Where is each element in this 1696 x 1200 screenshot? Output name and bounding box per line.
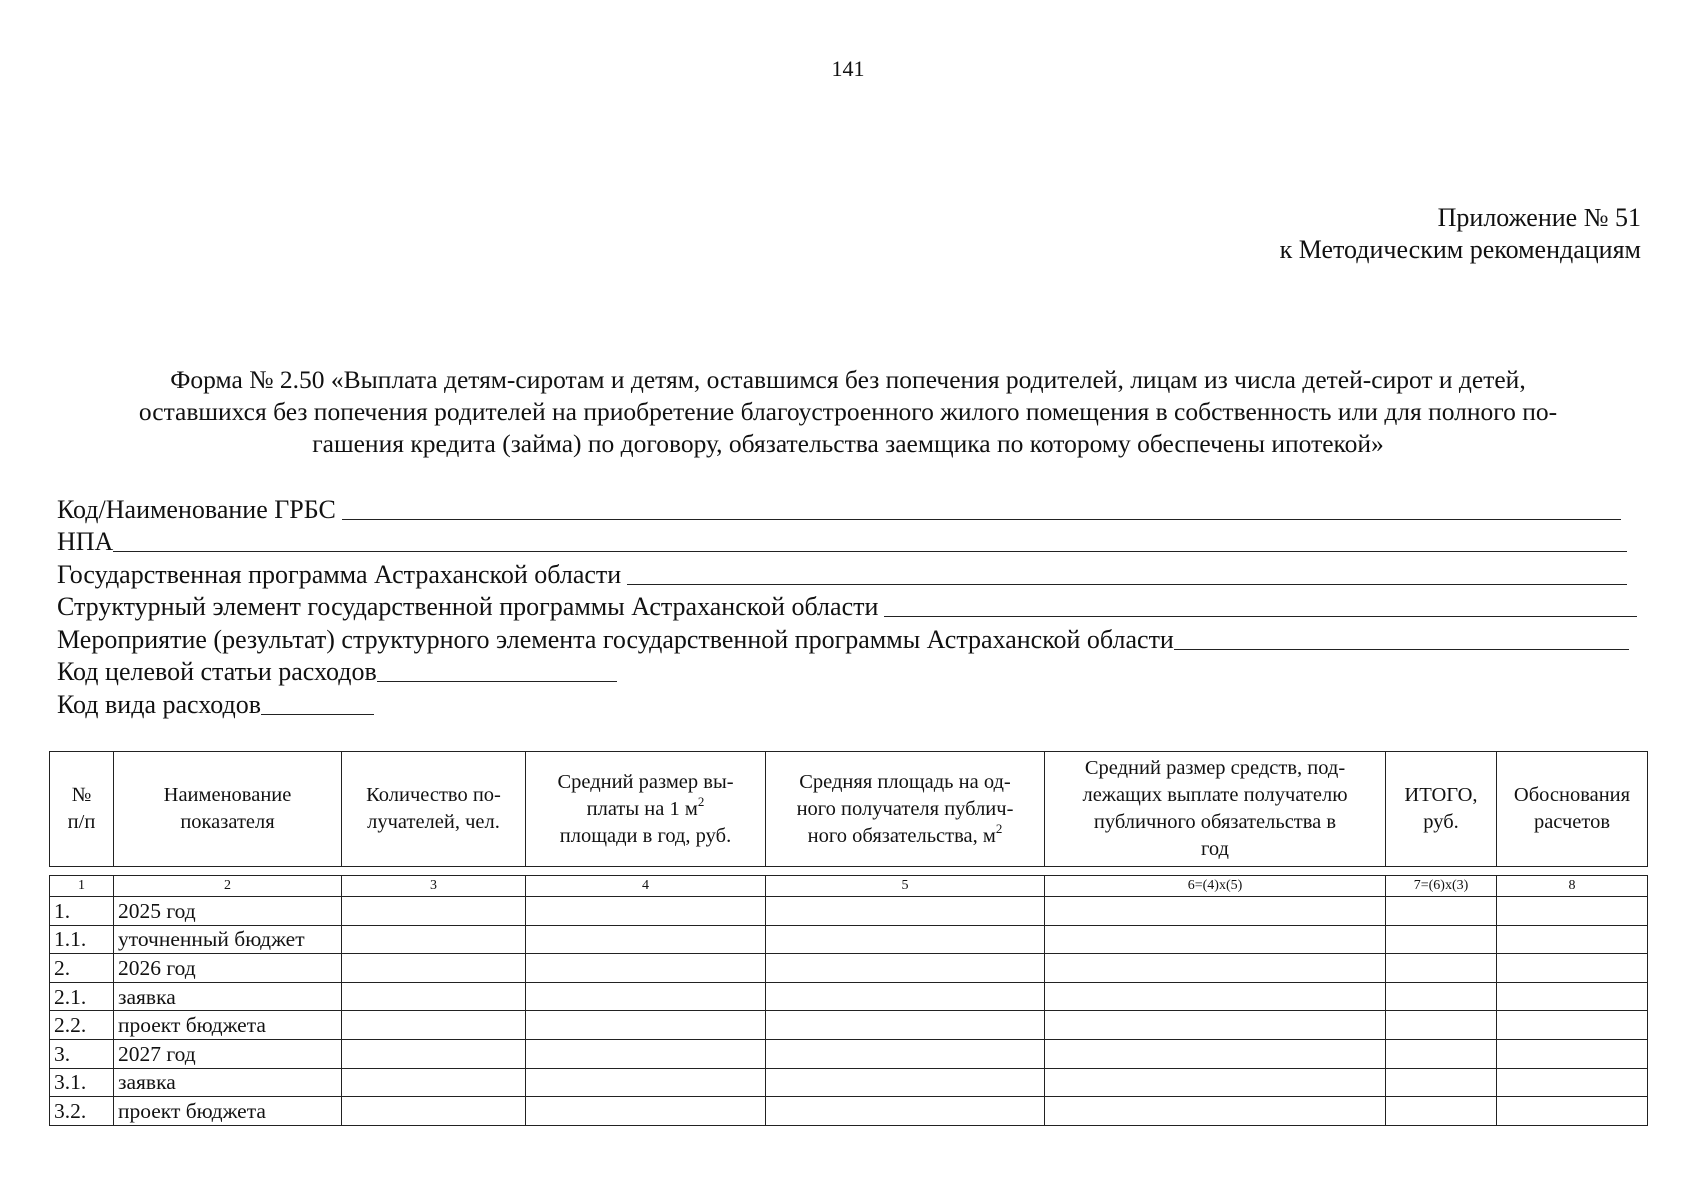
cell-avg-area[interactable]: [766, 1039, 1045, 1068]
cell-avg-area[interactable]: [766, 1097, 1045, 1126]
row-name: 2025 год: [114, 897, 342, 926]
form-title-line-1: Форма № 2.50 «Выплата детям-сиротам и детям, оставшимся без попечения родителей, лицам из числа детей-сирот и детей,: [170, 365, 1526, 394]
cell-justification[interactable]: [1497, 897, 1648, 926]
row-name: заявка: [114, 1068, 342, 1097]
calculation-table: [49, 751, 1648, 1126]
header-number-line-2: п/п: [67, 811, 96, 833]
table-gap-cell: [50, 867, 1648, 876]
field-structural-element: [57, 591, 1639, 624]
row-name: 2027 год: [114, 1039, 342, 1068]
row-name: 2026 год: [114, 954, 342, 983]
row-number: 2.1.: [50, 982, 114, 1011]
field-grbs: [57, 493, 1639, 526]
row-name: уточненный бюджет: [114, 925, 342, 954]
cell-total[interactable]: [1386, 1039, 1497, 1068]
field-npa-blank[interactable]: [113, 527, 1627, 552]
appendix-line-1: Приложение № 51: [1437, 203, 1641, 232]
table-gap-row: [50, 867, 1648, 876]
cell-avg-area[interactable]: [766, 897, 1045, 926]
header-avg-area-line-2: ного получателя публич-: [796, 797, 1014, 820]
header-indicator-line-1: Наименование: [163, 784, 292, 806]
cell-total[interactable]: [1386, 897, 1497, 926]
table-row: [50, 982, 1648, 1011]
cell-avg-funds[interactable]: [1045, 925, 1386, 954]
header-recipients-line-2: лучателей, чел.: [367, 811, 500, 833]
table-row: [50, 1097, 1648, 1126]
appendix-reference: [1280, 202, 1641, 266]
field-event: [57, 623, 1639, 656]
cell-recipients[interactable]: [342, 897, 526, 926]
form-fields: [57, 493, 1639, 721]
row-number: 3.1.: [50, 1068, 114, 1097]
row-name: заявка: [114, 982, 342, 1011]
column-number-6: 6=(4)х(5): [1045, 876, 1386, 897]
column-number-5: 5: [766, 876, 1045, 897]
cell-justification[interactable]: [1497, 954, 1648, 983]
cell-total[interactable]: [1386, 1097, 1497, 1126]
form-title-line-2: оставшихся без попечения родителей на приобретение благоустроенного жилого помещения в собственность или для полного по-: [138, 397, 1558, 426]
field-grbs-label: Код/Наименование ГРБС: [57, 494, 336, 524]
row-name: проект бюджета: [114, 1011, 342, 1040]
table-header-row: [50, 752, 1648, 867]
header-avg-funds-line-3: публичного обязательства в: [1093, 811, 1337, 833]
row-name: проект бюджета: [114, 1097, 342, 1126]
cell-avg-payment[interactable]: [526, 1068, 766, 1097]
column-number-row: [50, 876, 1648, 897]
header-indicator-line-2: показателя: [180, 811, 275, 833]
table-row: [50, 1068, 1648, 1097]
field-target-code: [57, 656, 1639, 689]
header-number-line-1: №: [71, 784, 92, 806]
column-number-1: 1: [50, 876, 114, 897]
cell-recipients[interactable]: [342, 1011, 526, 1040]
cell-avg-funds[interactable]: [1045, 1068, 1386, 1097]
row-number: 2.2.: [50, 1011, 114, 1040]
cell-avg-payment[interactable]: [526, 1097, 766, 1126]
cell-total[interactable]: [1386, 1068, 1497, 1097]
cell-avg-payment[interactable]: [526, 954, 766, 983]
cell-avg-area[interactable]: [766, 954, 1045, 983]
header-avg-area-superscript: 2: [995, 820, 1003, 836]
cell-justification[interactable]: [1497, 925, 1648, 954]
header-avg-funds-line-2: лежащих выплате получателю: [1082, 784, 1348, 806]
cell-recipients[interactable]: [342, 982, 526, 1011]
field-structural-element-label: Структурный элемент государственной программы Астраханской области: [57, 592, 879, 621]
cell-avg-area[interactable]: [766, 925, 1045, 954]
field-target-code-blank[interactable]: [377, 657, 617, 682]
field-event-label: Мероприятие (результат) структурного элемента государственной программы Астраханской области: [57, 624, 1174, 654]
table-row: [50, 1039, 1648, 1068]
table-row: [50, 925, 1648, 954]
cell-recipients[interactable]: [342, 954, 526, 983]
cell-total[interactable]: [1386, 954, 1497, 983]
header-total: [1386, 752, 1497, 867]
header-avg-payment-superscript: 2: [697, 793, 705, 809]
cell-avg-area[interactable]: [766, 1011, 1045, 1040]
header-total-line-1: ИТОГО,: [1404, 784, 1478, 806]
cell-justification[interactable]: [1497, 982, 1648, 1011]
header-justification-line-1: Обоснования: [1513, 784, 1631, 806]
row-number: 1.: [50, 897, 114, 926]
cell-justification[interactable]: [1497, 1097, 1648, 1126]
field-event-blank[interactable]: [1174, 625, 1629, 650]
header-indicator-name: [114, 752, 342, 867]
header-avg-funds-line-1: Средний размер средств, под-: [1084, 757, 1346, 779]
cell-avg-area[interactable]: [766, 982, 1045, 1011]
header-avg-payment-line-1: Средний размер вы-: [557, 770, 734, 793]
header-avg-payment-line-2: платы на 1 м: [586, 797, 698, 820]
form-title-line-3: гашения кредита (займа) по договору, обязательства заемщика по которому обеспечены ипотекой»: [312, 429, 1384, 458]
table-row: [50, 954, 1648, 983]
header-justification-line-2: расчетов: [1533, 811, 1611, 833]
field-target-code-label: Код целевой статьи расходов: [57, 657, 377, 686]
table-row: [50, 1011, 1648, 1040]
row-number: 3.2.: [50, 1097, 114, 1126]
field-program: [57, 558, 1639, 591]
field-program-label: Государственная программа Астраханской области: [57, 559, 622, 589]
row-number: 2.: [50, 954, 114, 983]
header-recipients-line-1: Количество по-: [366, 784, 501, 806]
field-expense-type-code-label: Код вида расходов: [57, 689, 261, 719]
cell-avg-funds[interactable]: [1045, 982, 1386, 1011]
field-grbs-blank[interactable]: [342, 495, 1621, 520]
field-structural-element-blank[interactable]: [884, 592, 1637, 617]
header-total-line-2: руб.: [1423, 811, 1459, 833]
field-npa-label: НПА: [57, 527, 114, 556]
cell-avg-funds[interactable]: [1045, 897, 1386, 926]
cell-justification[interactable]: [1497, 1039, 1648, 1068]
cell-justification[interactable]: [1497, 1068, 1648, 1097]
header-recipients-count: [342, 752, 526, 867]
page-number: 141: [831, 56, 865, 81]
cell-recipients[interactable]: [342, 1039, 526, 1068]
cell-avg-funds[interactable]: [1045, 954, 1386, 983]
header-avg-funds: [1045, 752, 1386, 867]
field-expense-type-code-blank[interactable]: [261, 690, 374, 715]
header-avg-funds-line-4: год: [1201, 838, 1229, 860]
column-number-3: 3: [342, 876, 526, 897]
cell-avg-payment[interactable]: [526, 897, 766, 926]
form-title: [55, 364, 1641, 460]
header-justification: [1497, 752, 1648, 867]
header-avg-area: [766, 752, 1045, 867]
cell-avg-payment[interactable]: [526, 982, 766, 1011]
appendix-line-2: к Методическим рекомендациям: [1279, 235, 1641, 264]
cell-recipients[interactable]: [342, 925, 526, 954]
header-avg-payment-per-m2: [526, 752, 766, 867]
header-avg-payment-line-3: площади в год, руб.: [559, 824, 732, 847]
cell-avg-payment[interactable]: [526, 1011, 766, 1040]
cell-total[interactable]: [1386, 982, 1497, 1011]
cell-avg-area[interactable]: [766, 1068, 1045, 1097]
cell-avg-funds[interactable]: [1045, 1011, 1386, 1040]
header-avg-area-line-3: ного обязательства, м: [807, 824, 996, 847]
column-number-4: 4: [526, 876, 766, 897]
column-number-7: 7=(6)х(3): [1386, 876, 1497, 897]
column-number-8: 8: [1497, 876, 1648, 897]
row-number: 3.: [50, 1039, 114, 1068]
header-avg-area-line-1: Средняя площадь на од-: [799, 770, 1011, 793]
cell-avg-funds[interactable]: [1045, 1039, 1386, 1068]
field-program-blank[interactable]: [627, 560, 1627, 585]
cell-recipients[interactable]: [342, 1068, 526, 1097]
field-npa: [57, 526, 1639, 559]
field-expense-type-code: [57, 688, 1639, 721]
cell-total[interactable]: [1386, 1011, 1497, 1040]
header-number: [50, 752, 114, 867]
cell-avg-payment[interactable]: [526, 1039, 766, 1068]
cell-total[interactable]: [1386, 925, 1497, 954]
table-row: [50, 897, 1648, 926]
cell-justification[interactable]: [1497, 1011, 1648, 1040]
column-number-2: 2: [114, 876, 342, 897]
cell-avg-payment[interactable]: [526, 925, 766, 954]
cell-recipients[interactable]: [342, 1097, 526, 1126]
row-number: 1.1.: [50, 925, 114, 954]
cell-avg-funds[interactable]: [1045, 1097, 1386, 1126]
